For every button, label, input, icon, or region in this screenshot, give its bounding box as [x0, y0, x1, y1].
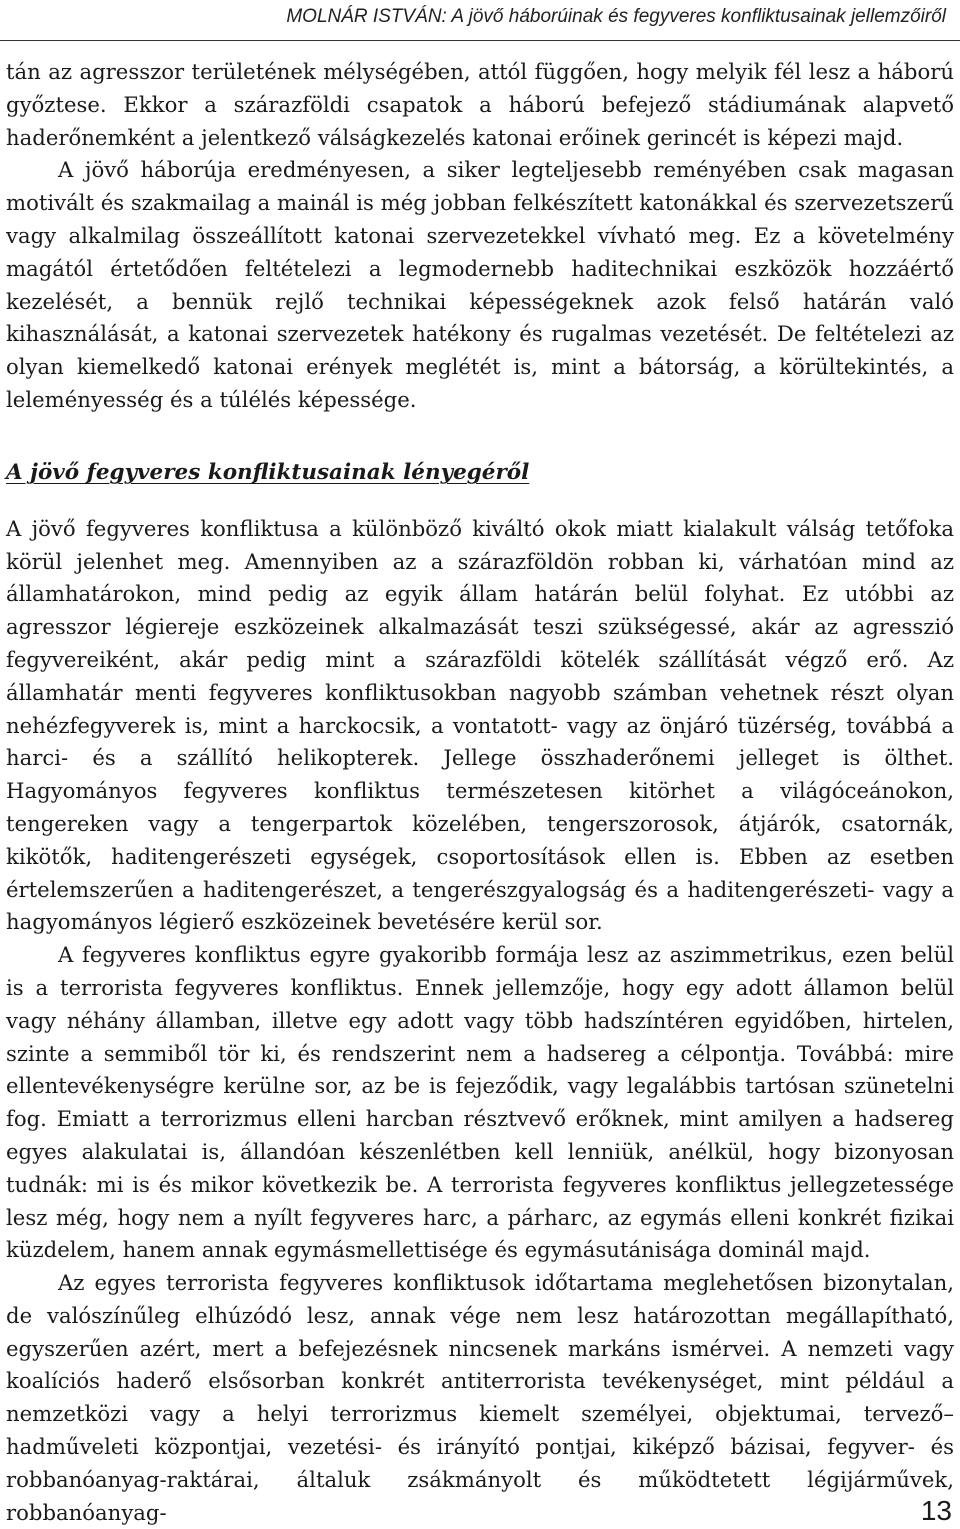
paragraph: A jövő háborúja eredményesen, a siker legteljesebb reményében csak magasan motivált és szakmailag a mainál is még jobban felkészített katonákkal és szervezetszerű vagy alkalmilag összeállított katonai szervezetekkel vívható meg. Ez a követelmény magától értetődően feltételezi a legmodernebb haditechnikai eszközök hozzáértő kezelését, a bennük rejlő technikai képességeknek azok felső határán való kihasználását, a katonai szervezetek hatékony és rugalmas vezetését. De feltételezi az olyan kiemelkedő katonai erények meglétét is, mint a bátorság, a körültekintés, a leleményesség és a túlélés képessége. [6, 157, 954, 412]
paragraph: A fegyveres konfliktus egyre gyakoribb formája lesz az aszimmetrikus, ezen belül is a terrorista fegyveres konfliktus. Ennek jellemzője, hogy egy adott államon belül vagy néhány államban, illetve egy adott vagy több hadszíntéren egyidőben, hirtelen, szinte a semmiből tör ki, és rendszerint nem a hadsereg a célpontja. Továbbá: mire ellentevékenységre kerülne sor, az be is fejeződik, vagy legalábbis tartósan szünetelni fog. Emiatt a terrorizmus elleni harcban résztvevő erőknek, mint amilyen a hadsereg egyes alakulatai is, állandóan készenlétben kell lenniük, anélkül, hogy bizonyosan tudnák: mi is és mikor következik be. A terrorista fegyveres konfliktus jellegzetessége lesz még, hogy nem a nyílt fegyveres harc, a párharc, az egymás elleni konkrét fizikai küzdelem, hanem annak egymásmellettisége és egymásutánisága dominál majd. [6, 942, 954, 1263]
article-body [6, 56, 954, 1529]
paragraph: A jövő fegyveres konfliktusa a különböző kiváltó okok miatt kialakult válság tetőfoka körül jelenhet meg. Amennyiben az a szárazföldön robban ki, várhatóan mind az államhatárokon, mind pedig az egyik állam határán belül folyhat. Ez utóbbi az agresszor légiereje eszközeinek alkalmazását teszi szükségessé, akár az agresszió fegyvereiként, akár pedig mint a szárazföldi kötelék szállítását végző erő. Az államhatár menti fegyveres konfliktusokban nagyobb számban vehetnek részt olyan nehézfegyverek is, mint a harckocsik, a vontatott- vagy az önjáró tüzérség, továbbá a harci- és a szállító helikopterek. Jellege összhaderőnemi jelleget is ölthet. Hagyományos fegyveres konfliktus természetesen kitörhet a világóceánokon, tengereken vagy a tengerpartok közelében, tengerszorosok, átjárók, csatornák, kikötők, haditengerészeti egységek, csoportosítások ellen is. Ebben az esetben értelemszerűen a haditengerészet, a tengerészgyalogság és a haditengerészeti- vagy a hagyományos légierő eszközeinek bevetésére kerül sor. [6, 515, 954, 935]
paragraph: Az egyes terrorista fegyveres konfliktusok időtartama meglehetősen bizonytalan, de valószínűleg elhúzódó lesz, annak vége nem lesz határozottan megállapítható, egyszerűen azért, mert a befejezésnek nincsenek markáns ismérvei. A nemzeti vagy koalíciós haderő elsősorban konkrét antiterrorista tevékenységet, mint például a nemzetközi vagy a helyi terrorizmus kiemelt személyei, objektumai, tervező–hadműveleti központjai, vezetési- és irányító pontjai, kiképző bázisai, fegyver- és robbanóanyag-raktárai, általuk zsákmányolt és működtetett légijárművek, robbanóanyag- [6, 1270, 954, 1525]
paragraph: tán az agresszor területének mélységében, attól függően, hogy melyik fél lesz a háború győztese. Ekkor a szárazföldi csapatok a háború befejező stádiumának alapvető haderőnemként a jelentkező válságkezelés katonai erőinek gerincét is képezi majd. [6, 59, 954, 150]
header-divider [0, 40, 960, 41]
section-heading: A jövő fegyveres konfliktusainak lényegéről [6, 459, 530, 485]
running-header: MOLNÁR ISTVÁN: A jövő háborúinak és fegyveres konfliktusainak jellemzőiről [286, 6, 946, 27]
page-number: 13 [920, 1495, 952, 1526]
